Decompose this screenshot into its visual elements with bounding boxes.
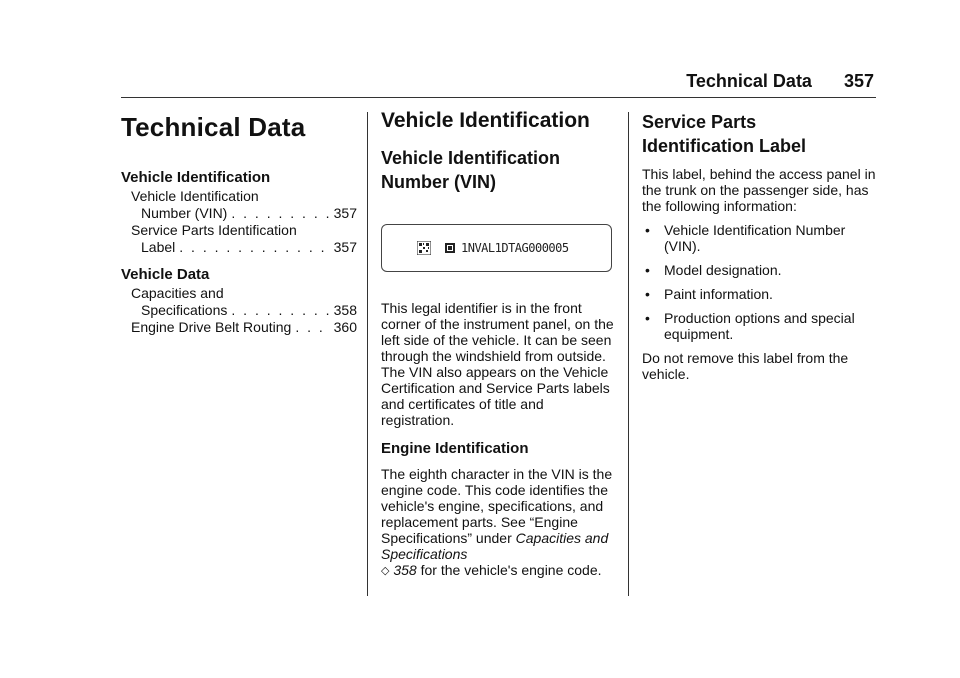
engine-identification-title: Engine Identification <box>381 440 529 457</box>
service-parts-title-line1: Service Parts <box>642 112 757 132</box>
toc-entry-capacities[interactable] <box>121 285 357 319</box>
chapter-title: Technical Data <box>121 112 306 142</box>
list-item: • Model designation. <box>642 262 878 278</box>
toc-page-number: 358 <box>333 302 357 318</box>
service-parts-title <box>642 110 878 158</box>
toc-entry-belt-routing[interactable] <box>121 319 357 336</box>
engine-paragraph-end: for the vehicle's engine code. <box>416 562 602 578</box>
toc-entry-line2: Label <box>141 239 176 255</box>
vin-code: 1NVAL1DTAG000005 <box>461 241 569 255</box>
toc-leader-dots <box>231 205 329 222</box>
vehicle-identification-column <box>381 108 614 580</box>
toc-entry-line2: Specifications <box>141 302 228 318</box>
list-item: • Production options and special equipment. <box>642 310 878 342</box>
toc-page-number: 357 <box>333 205 357 221</box>
barcode-icon <box>417 241 431 255</box>
toc-entry-service-parts-label[interactable] <box>121 222 357 256</box>
toc-entry-line1: Capacities and <box>131 285 224 301</box>
toc-page-number: 357 <box>333 239 357 255</box>
section-title: Vehicle Identification <box>381 109 590 132</box>
toc-leader-dots <box>231 302 329 319</box>
page-number: 357 <box>843 71 874 91</box>
vin-title <box>381 146 614 194</box>
toc-entry-line1: Service Parts Identification <box>131 222 297 238</box>
service-parts-column <box>642 108 878 382</box>
toc-section-title[interactable]: Vehicle Data <box>121 266 210 283</box>
service-parts-closing: Do not remove this label from the vehicle. <box>642 350 849 382</box>
service-parts-title-line2: Identification Label <box>642 136 807 156</box>
vin-title-line2: Number (VIN) <box>381 172 497 192</box>
toc-entry-vin[interactable] <box>121 188 357 222</box>
toc-entry-line2: Number (VIN) <box>141 205 228 221</box>
toc-column <box>121 108 357 336</box>
list-item: • Paint information. <box>642 286 878 302</box>
toc-entry-line1: Vehicle Identification <box>131 188 259 204</box>
header-rule <box>121 97 876 98</box>
running-header-title: Technical Data <box>686 71 812 91</box>
toc-section-title[interactable]: Vehicle Identification <box>121 169 271 186</box>
engine-paragraph <box>381 466 614 580</box>
service-parts-intro: This label, behind the access panel in the trunk on the passenger side, has the following information: <box>642 166 876 214</box>
vin-paragraph: This legal identifier is in the front corner of the instrument panel, on the left side of the vehicle. It can be seen through the windshield from outside. The VIN also appears on the Vehicle Certification and Service Parts labels and certificates of title and registration. <box>381 300 614 428</box>
toc-entry-line1: Engine Drive Belt Routing <box>131 319 292 335</box>
label-information-list <box>642 222 878 342</box>
vin-title-line1: Vehicle Identification <box>381 148 561 168</box>
engine-paragraph-start: The eighth character in the VIN is the engine code. This code identifies the vehicle's engine, specifications, and replacement parts. See “Engine Specifications” under <box>381 466 613 546</box>
toc-leader-dots <box>295 319 329 336</box>
toc-leader-dots <box>179 239 329 256</box>
list-item: • Vehicle Identification Number (VIN). <box>642 222 878 254</box>
toc-page-number: 360 <box>333 319 357 335</box>
column-divider <box>628 112 629 596</box>
vin-plate-image <box>381 224 612 272</box>
page-link-icon: ◇ <box>381 565 390 577</box>
square-marker-icon <box>445 243 455 253</box>
cross-reference-title[interactable]: Capacities and Specifications <box>381 530 609 562</box>
cross-reference-page[interactable]: 358 <box>393 562 417 578</box>
column-divider <box>367 112 368 596</box>
running-header <box>686 71 874 92</box>
